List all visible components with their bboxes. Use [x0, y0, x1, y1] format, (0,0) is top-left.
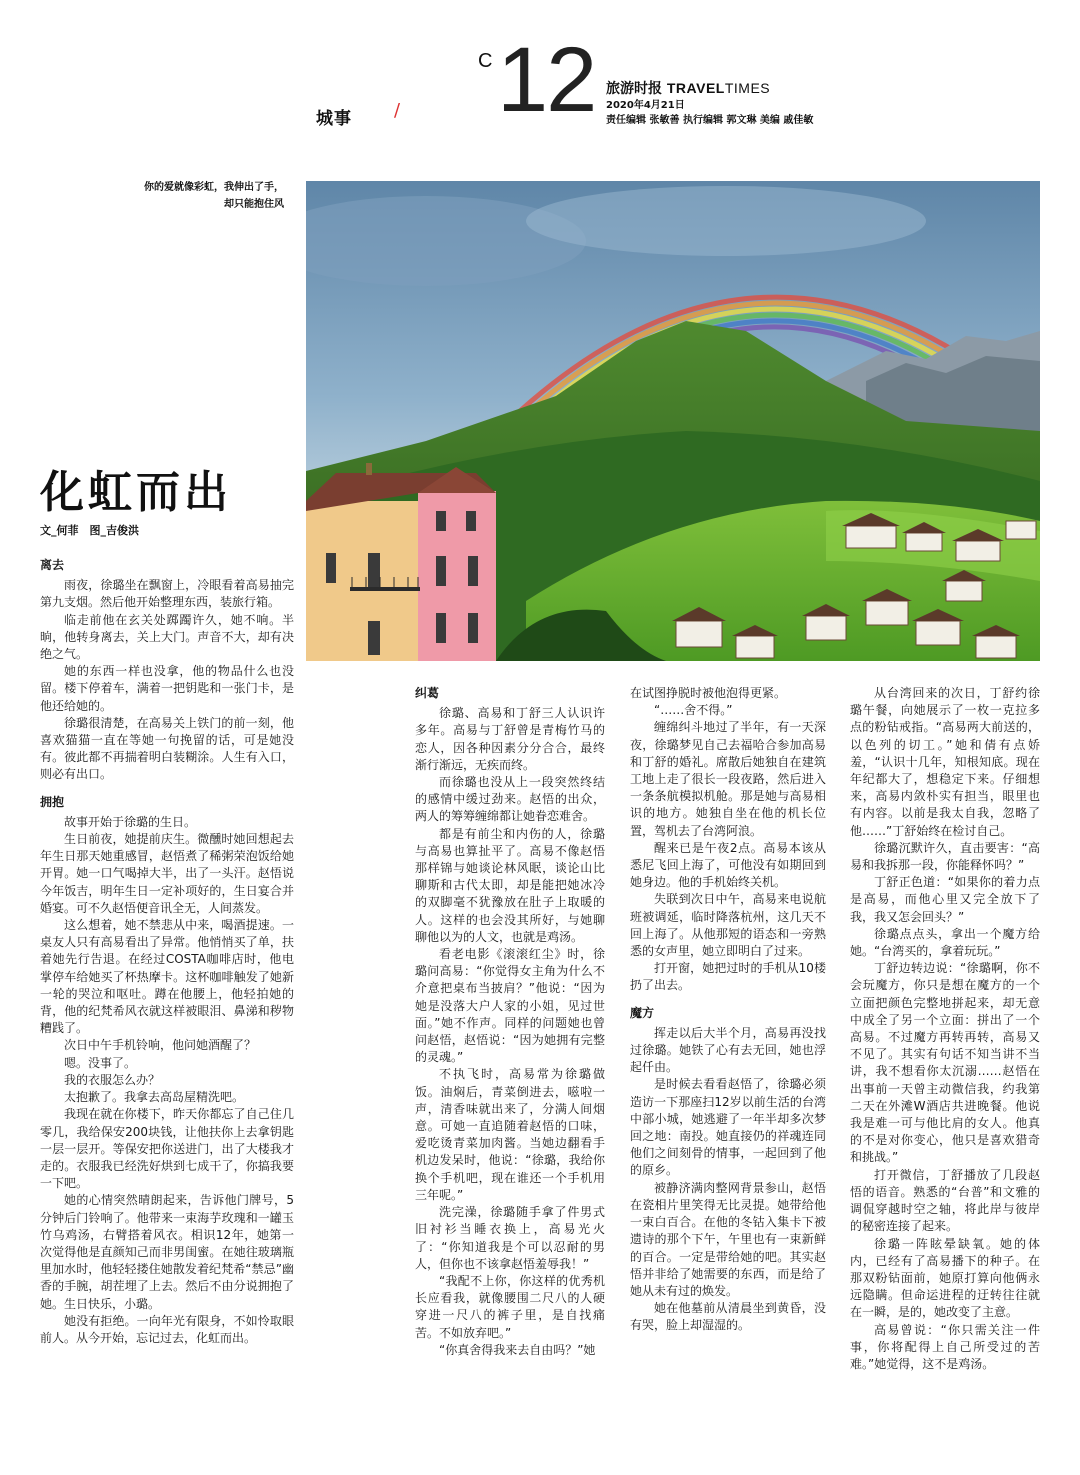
- paragraph: 徐璐点点头，拿出一个魔方给她。“台湾买的，拿着玩玩。”: [850, 926, 1040, 959]
- paragraph: 从台湾回来的次日，丁舒约徐璐午餐，向她展示了一枚一克拉多点的粉钻戒指。“高易两大前送的，以色列的切工。”她和倩有点娇羞，“认识十几年，知根知底。现在年纪都大了，想稳定下来。仔细想来，高易内敛朴实有担当，眼里也有内容。以前是我太自我，忽略了他……”丁舒始终在检讨自己。: [850, 686, 1040, 838]
- subheading-embrace: 拥抱: [40, 794, 65, 809]
- rainbow-landscape-photo: [306, 181, 1040, 661]
- paragraph: 临走前他在玄关处踯躅许久，她不响。半晌，他转身离去，关上大门。声音不大，却有决绝之气。: [40, 612, 294, 662]
- article-column-4: [850, 685, 1040, 1373]
- paragraph: 我现在就在你楼下，昨天你都忘了自己住几零几，我给保安200块钱，让他扶你上去拿钥匙一层一层开。等保安把你送进门，出了大楼我才走的。衣服我已经洗好烘到七成干了，你搞我要一下吧。: [40, 1107, 294, 1191]
- paragraph: 失联到次日中午，高易来电说航班被调延，临时降落杭州，这几天不回上海了。从他那短的语态和一旁熟悉的女声里，她立即明白了过来。: [630, 892, 826, 959]
- article-byline: 文_何菲 图_吉俊洪: [40, 524, 139, 537]
- paragraph: 徐璐一阵眩晕缺氧。她的体内，已经有了高易播下的种子。在那双粉钻面前，她原打算向他俩永远隐瞒。但命运进程的迂转往往就在一瞬，是的，她改变了主意。: [850, 1236, 1040, 1320]
- paragraph: 我的衣服怎么办？: [64, 1072, 161, 1087]
- paper-name-en-bold: TRAVEL: [666, 80, 725, 96]
- paragraph: “你真舍得我来去自由吗？”她: [439, 1342, 596, 1357]
- pull-quote-line-2: 却只能抱住风: [224, 199, 284, 210]
- paragraph: 徐璐很清楚，在高易关上铁门的前一刻，他喜欢猫猫一直在等她一句挽留的话，可是她没有。彼此都不再揣着明白装糊涂。人生有入口，则必有出口。: [40, 715, 294, 782]
- paragraph: 徐璐、高易和丁舒三人认识许多年。高易与丁舒曾是青梅竹马的恋人，因各种因素分分合合，最终渐行渐远，无疾而终。: [415, 706, 605, 772]
- editor-credits: 责任编辑 张敏善 执行编辑 郭文琳 美编 戚佳敏: [606, 115, 814, 126]
- paragraph: 看老电影《滚滚红尘》时，徐璐问高易：“你觉得女主角为什么不介意把桌布当披肩？”他说：“因为她是没落大户人家的小姐，见过世面。”她不作声。同样的问题她也曾问赵悟，赵悟说：“因为她拥有完整的灵魂。”: [415, 947, 605, 1065]
- paragraph: 在试图挣脱时被他泡得更紧。: [630, 686, 787, 700]
- paper-name-cn: 旅游时报: [606, 81, 662, 97]
- paragraph: 嗯。没事了。: [64, 1055, 137, 1070]
- article-column-1: [40, 557, 294, 1347]
- paragraph: 次日中午手机铃响，他问她酒醒了？: [64, 1038, 257, 1053]
- paragraph: 缠绵纠斗地过了半年，有一天深夜，徐璐梦见自己去福哈合参加高易和丁舒的婚礼。席散后她独自在建筑工地上走了很长一段夜路，然后进入一条条航模拟机舱。那是她与高易相识的地方。她独自坐在他的机长位置，驾机去了台湾阿浪。: [630, 720, 826, 838]
- paragraph: 故事开始于徐璐的生日。: [64, 814, 197, 829]
- paragraph: 挥走以后大半个月，高易再没找过徐璐。她铁了心有去无回，她也浮起仟由。: [630, 1025, 826, 1075]
- paragraph: 生日前夜，她提前庆生。微醺时她回想起去年生日那天她重感冒，赵悟煮了稀粥荣泡饭给她开胃。她一口气喝掉大半，出了一头汗。赵悟说今年饭吉，明年生日一定补项好的，生日宴合并婚宴。可不久赵悟便音讯全无，人间蒸发。: [40, 832, 294, 915]
- paragraph: 是时候去看看赵悟了，徐璐必须造访一下那座扫12岁以前生活的台湾中部小城，她逃避了一年半却多次梦回之地：南投。她直接仍的祥魂连同他们之间刻骨的情事，一起回到了他的原乡。: [630, 1077, 826, 1178]
- paragraph: 这么想着，她不禁悲从中来，喝酒提速。一桌友人只有高易看出了异常。他悄悄买了单，扶着她先行告退。在经过COSTA咖啡店时，他电掌停车给她买了杯热摩卡。这杯咖啡触发了她新一轮的哭泣和呕吐。蹲在他腰上，他轻拍她的背，他的纪梵希风衣就这样被眼泪、鼻涕和秽物糟践了。: [40, 918, 294, 1036]
- pull-quote: [144, 179, 284, 213]
- paper-name-en-thin: TIMES: [724, 80, 771, 96]
- paragraph: 丁舒正色道：“如果你的着力点是高易，而他心里又完全放下了我，我又怎会回头？”: [850, 875, 1040, 924]
- paragraph: 而徐璐也没从上一段突然终结的感情中缓过劲来。赵悟的出众，两人的筹筹缠绵都让她眷恋难舍。: [415, 775, 605, 824]
- paragraph: 她的东西一样也没拿，他的物品什么也没留。楼下停着车，满着一把钥匙和一张门卡，是他还给她的。: [40, 664, 294, 713]
- paragraph: 丁舒边转边说：“徐璐啊，你不会玩魔方，你只是想在魔方的一个立面把颜色完整地拼起来，却无意中成全了另一个立面：拼出了一个高易。不过魔方再转再转，高易又不见了。其实有句话不知当讲不当讲，我不想看你太沉溺……赵悟在出事前一天曾主动微信我，约我第二天在外滩W酒店共进晚餐。他说我是难一可与他比肩的女人。他真的不是对你变心，他只是喜欢猎奇和挑战。”: [850, 961, 1040, 1165]
- article-column-2: [415, 685, 605, 1359]
- subheading-leave: 离去: [40, 558, 65, 572]
- paragraph: 打开窗，她把过时的手机从10楼扔了出去。: [630, 961, 826, 993]
- paper-name-en: [667, 80, 770, 96]
- paragraph: 都是有前尘和内伤的人，徐璐与高易也算扯平了。高易不像赵悟那样锦与她谈论林风眠，谈论山比聊斯和古代太即，却是能把她冰冷的双脚毫不犹豫放在肚子上取暖的人。这样的也会没其所好，与她聊聊他以为的人文，也就是鸡汤。: [415, 826, 605, 944]
- paragraph: 她在他墓前从清晨坐到黄昏，没有哭，脸上却湿湿的。: [630, 1301, 826, 1333]
- subheading-entanglement: 纠葛: [415, 686, 440, 700]
- paragraph: 高易曾说：“你只需关注一件事，你将配得上自己所受过的苦难。”她觉得，这不是鸡汤。: [850, 1322, 1040, 1371]
- page-number: 12: [497, 29, 596, 131]
- page-prefix: C: [478, 50, 493, 72]
- publication-date: 2020年4月21日: [606, 100, 685, 111]
- paragraph: 醒来已是午夜2点。高易本该从悉尼飞回上海了，可他没有如期回到她身边。他的手机始终关机。: [630, 840, 826, 890]
- paragraph: 太抱歉了。我拿去高岛屋精洗吧。: [64, 1090, 245, 1105]
- paragraph: 打开微信，丁舒播放了几段赵悟的语音。熟悉的“台普”和文雅的调侃穿越时空之轴，将此岸与彼岸的秘密连接了起来。: [850, 1167, 1040, 1234]
- paragraph: 徐璐沉默许久，直击要害：“高易和我拆那一段，你能释怀吗？”: [850, 840, 1040, 873]
- paragraph: “我配不上你，你这样的优秀机长应看我，就像腰围二尺八的人硬穿进一尺八的裤子里，是自找痛苦。不如放弃吧。”: [415, 1273, 605, 1340]
- paragraph: 洗完澡，徐璐随手拿了件男式旧衬衫当睡衣换上，高易光火了：“你知道我是个可以忍耐的男人，但你也不该拿赵悟羞辱我！”: [415, 1205, 605, 1271]
- paragraph: 她没有拒绝。一向年光有限身，不如怜取眼前人。从今开始，忘记过去，化虹而出。: [40, 1313, 294, 1345]
- article-title: 化虹而出: [40, 467, 232, 518]
- paper-masthead: [606, 78, 770, 98]
- subheading-rubiks-cube: 魔方: [630, 1005, 655, 1020]
- paragraph: 被静济满肉整网背景参山，赵悟在瓷相片里笑得无比灵提。她带给他一束白百合。在他的冬钴入集卡下被遗诗的那个下午，午里也有一束新鲜的百合。一定是带给她的吧。其实赵悟并非给了她需要的东西，而是给了她从未有过的焕发。: [630, 1180, 826, 1298]
- paragraph: 不执飞时，高易常为徐璐做饭。油焖后，青菜倒进去，嗞啦一声，清香味就出来了，分满人间烟意。可她一直追随着赵悟的口味，爱吃烫青菜加肉酱。当她边翻看手机边发呆时，他说：“徐璐，我给你换个手机吧，现在谁还一个手机用三年呢。”: [415, 1067, 605, 1202]
- section-name: 城事: [316, 109, 352, 129]
- pull-quote-line-1: 你的爱就像彩虹，我伸出了手，: [144, 182, 284, 193]
- paragraph: 她的心情突然晴朗起来，告诉他门牌号，5分钟后门铃响了。他带来一束海芋玫瑰和一罐玉竹乌鸡汤，右臂搭着风衣。相识12年，她第一次觉得他是直颜知己而非男闺蜜。在她往玻璃瓶里加水时，他轻轻搂住她散发着纪梵希“禁忌”幽香的手腕，胡茬埋了上去。然后不由分说拥抱了她。生日快乐，小璐。: [40, 1193, 294, 1311]
- paragraph: 雨夜，徐璐坐在飘窗上，冷眼看着高易抽完第九支烟。然后他开始整理东西，装旅行箱。: [40, 578, 294, 610]
- article-column-3: [630, 685, 826, 1335]
- paragraph: “……舍不得。”: [654, 703, 733, 718]
- section-slash: /: [394, 100, 401, 121]
